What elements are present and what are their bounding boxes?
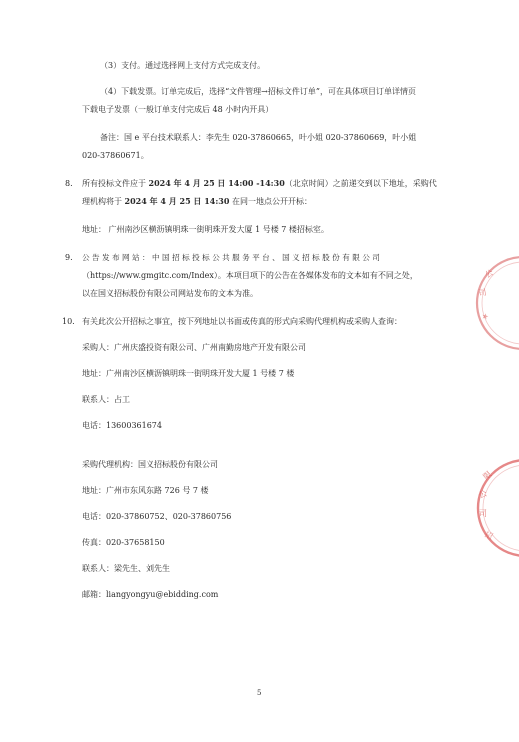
buyer-address: 地址：广州南沙区横沥镇明珠一街明珠开发大厦 1 号楼 7 楼 xyxy=(82,369,295,378)
agent-email: 邮箱：liangyongyu@ebidding.com xyxy=(82,590,219,599)
svg-text:招: 招 xyxy=(483,529,495,542)
item-8-line2 xyxy=(82,196,312,207)
item-9-line1: 公 告 发 布 网 站 ： 中 国 招 标 投 标 公 共 服 务 平 台 、 国 义 招 标 股 份 有 限 公 司 xyxy=(82,253,380,262)
buyer-contact: 联系人：占工 xyxy=(82,395,130,404)
agent-contact: 联系人：梁先生、刘先生 xyxy=(82,564,170,573)
item-8-line1-c: （北京时间）之前递交到以下地址，采购代 xyxy=(284,179,437,188)
item-8-number: 8. xyxy=(65,179,73,188)
item-8-opening-time: 2024 年 4 月 25 日 14:30 xyxy=(124,196,230,206)
agent-fax: 传真：020-37658150 xyxy=(82,538,165,547)
svg-text:限: 限 xyxy=(481,469,494,482)
seal-stamp-bottom xyxy=(470,452,519,564)
svg-text:公: 公 xyxy=(483,267,495,280)
page-number: 5 xyxy=(257,689,262,697)
item-8-line1-a: 所有投标文件应于 xyxy=(82,179,149,188)
item-10-line1: 有关此次公开招标之事宜，按下列地址以书面或传真的形式向采购代理机构或采购人查询： xyxy=(82,317,402,326)
item-9-line3: 以在国义招标股份有限公司网站发布的文本为准。 xyxy=(82,289,258,298)
buyer-name: 采购人：广州庆盛投资有限公司、广州南勤房地产开发有限公司 xyxy=(82,343,306,352)
item-8-address: 地址： 广州南沙区横沥镇明珠一街明珠开发大厦 1 号楼 7 楼招标室。 xyxy=(82,225,329,234)
note-line1: 备注：国 e 平台技术联系人：李先生 020-37860665，叶小姐 020-37860669，叶小姐 xyxy=(100,133,417,142)
item-9-line2: （https://www.gmgitc.com/Index）。本项目项下的公告在各媒体发布的文本如有不同之处， xyxy=(82,271,418,280)
svg-text:公: 公 xyxy=(477,488,489,500)
agent-address: 地址：广州市东风东路 726 号 7 楼 xyxy=(82,486,209,495)
item-8-line2-a: 理机构将于 xyxy=(82,197,125,206)
step-pay: （3）支付。通过选择网上支付方式完成支付。 xyxy=(100,61,266,70)
buyer-phone: 电话：13600361674 xyxy=(82,421,162,430)
seal-stamp-top xyxy=(465,248,519,358)
step-invoice-line1: （4）下载发票。订单完成后，选择“文件管理→招标文件订单”，可在具体项目订单详情页 xyxy=(100,87,416,96)
agent-phone: 电话：020-37860752、020-37860756 xyxy=(82,512,232,521)
agent-name: 采购代理机构：国义招标股份有限公司 xyxy=(82,460,218,469)
item-9-number: 9. xyxy=(65,253,73,262)
svg-text:司: 司 xyxy=(477,287,488,298)
svg-text:司: 司 xyxy=(479,509,487,518)
svg-text:★: ★ xyxy=(480,311,490,322)
step-invoice-line2: 下载电子发票（一般订单支付完成后 48 小时内开具） xyxy=(82,105,274,114)
item-10-number: 10. xyxy=(62,317,75,326)
item-8-line1 xyxy=(82,178,437,189)
item-8-deadline: 2024 年 4 月 25 日 14:00 -14:30 xyxy=(148,178,285,188)
item-8-line2-c: 在同一地点公开开标： xyxy=(229,197,312,206)
note-line2: 020-37860671。 xyxy=(82,151,149,160)
